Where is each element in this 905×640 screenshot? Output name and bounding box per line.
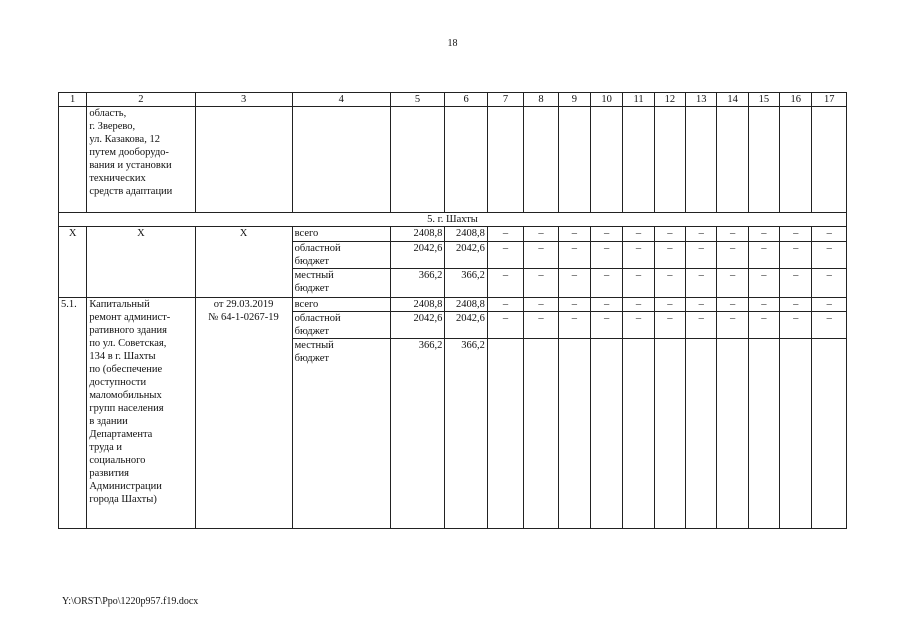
dash-cell: – (686, 269, 717, 298)
dash-cell: – (524, 227, 558, 242)
dash-cell: – (623, 298, 654, 312)
header-cell: 15 (748, 93, 779, 107)
item-document: от 29.03.2019 № 64-1-0267-19 (195, 298, 292, 529)
dash-cell: – (780, 242, 812, 269)
dash-cell: – (558, 227, 590, 242)
empty-cell (686, 339, 717, 529)
dash-cell: – (717, 242, 748, 269)
dash-cell: – (748, 242, 779, 269)
item-number: 5.1. (59, 298, 87, 529)
empty-cell (812, 339, 847, 529)
dash-cell: – (686, 227, 717, 242)
amount-cell: 366,2 (390, 339, 445, 529)
dash-cell: – (780, 312, 812, 339)
dash-cell: – (487, 242, 523, 269)
dash-cell: – (686, 312, 717, 339)
header-cell: 1 (59, 93, 87, 107)
dash-cell: – (591, 242, 623, 269)
table-cell (195, 107, 292, 213)
dash-cell: – (717, 298, 748, 312)
empty-cell (487, 339, 523, 529)
empty-cell (623, 339, 654, 529)
dash-cell: – (812, 269, 847, 298)
budget-table (58, 92, 847, 529)
dash-cell: – (524, 242, 558, 269)
header-cell: 11 (623, 93, 654, 107)
dash-cell: – (623, 312, 654, 339)
empty-cell (780, 339, 812, 529)
header-row (59, 93, 847, 107)
dash-cell: – (524, 298, 558, 312)
section-title: 5. г. Шахты (59, 213, 847, 227)
dash-cell: – (591, 298, 623, 312)
header-cell: 3 (195, 93, 292, 107)
table-cell (487, 107, 523, 213)
dash-cell: – (780, 227, 812, 242)
header-cell: 16 (780, 93, 812, 107)
dash-cell: – (654, 227, 685, 242)
dash-cell: – (591, 269, 623, 298)
header-cell: 9 (558, 93, 590, 107)
dash-cell: – (717, 312, 748, 339)
dash-cell: – (487, 227, 523, 242)
empty-cell (558, 339, 590, 529)
table-cell (623, 107, 654, 213)
dash-cell: – (748, 298, 779, 312)
dash-cell: – (623, 227, 654, 242)
table-cell (748, 107, 779, 213)
amount-cell: 2042,6 (390, 312, 445, 339)
empty-cell (748, 339, 779, 529)
table-cell (524, 107, 558, 213)
funding-source-cell: местный бюджет (292, 269, 390, 298)
section-total-row (59, 227, 847, 242)
amount-cell: 366,2 (445, 339, 487, 529)
dash-cell: – (591, 312, 623, 339)
table-cell (717, 107, 748, 213)
dash-cell: – (717, 227, 748, 242)
header-cell: 17 (812, 93, 847, 107)
amount-cell: 366,2 (445, 269, 487, 298)
x-mark-cell: X (195, 227, 292, 298)
item-row (59, 298, 847, 312)
header-cell: 4 (292, 93, 390, 107)
dash-cell: – (487, 312, 523, 339)
dash-cell: – (654, 242, 685, 269)
dash-cell: – (487, 269, 523, 298)
dash-cell: – (558, 269, 590, 298)
dash-cell: – (623, 242, 654, 269)
dash-cell: – (524, 312, 558, 339)
amount-cell: 2042,6 (390, 242, 445, 269)
x-mark-cell: X (87, 227, 195, 298)
table-cell (686, 107, 717, 213)
dash-cell: – (686, 242, 717, 269)
amount-cell: 2408,8 (390, 298, 445, 312)
dash-cell: – (717, 269, 748, 298)
dash-cell: – (780, 269, 812, 298)
empty-cell (591, 339, 623, 529)
dash-cell: – (654, 312, 685, 339)
header-cell: 6 (445, 93, 487, 107)
amount-cell: 2408,8 (390, 227, 445, 242)
funding-source-cell: всего (292, 227, 390, 242)
dash-cell: – (654, 298, 685, 312)
header-cell: 10 (591, 93, 623, 107)
file-path-footer: Y:\ORST\Ppo\1220p957.f19.docx (62, 596, 199, 607)
table-cell (780, 107, 812, 213)
header-cell: 8 (524, 93, 558, 107)
dash-cell: – (812, 312, 847, 339)
header-cell: 12 (654, 93, 685, 107)
header-cell: 14 (717, 93, 748, 107)
dash-cell: – (524, 269, 558, 298)
funding-source-cell: областной бюджет (292, 312, 390, 339)
table-cell (558, 107, 590, 213)
header-cell: 7 (487, 93, 523, 107)
continuation-row (59, 107, 847, 213)
amount-cell: 2408,8 (445, 227, 487, 242)
dash-cell: – (748, 269, 779, 298)
amount-cell: 2408,8 (445, 298, 487, 312)
amount-cell: 2042,6 (445, 242, 487, 269)
dash-cell: – (558, 312, 590, 339)
dash-cell: – (686, 298, 717, 312)
dash-cell: – (812, 227, 847, 242)
funding-source-cell: всего (292, 298, 390, 312)
page-number: 18 (447, 38, 458, 49)
header-cell: 5 (390, 93, 445, 107)
table-cell (59, 107, 87, 213)
object-description-cell: область, г. Зверево, ул. Казакова, 12 путем дооборудо- вания и установки технических средств адаптации (87, 107, 195, 213)
header-cell: 13 (686, 93, 717, 107)
dash-cell: – (487, 298, 523, 312)
dash-cell: – (558, 242, 590, 269)
empty-cell (654, 339, 685, 529)
amount-cell: 366,2 (390, 269, 445, 298)
dash-cell: – (748, 312, 779, 339)
section-header-row (59, 213, 847, 227)
funding-source-cell: местный бюджет (292, 339, 390, 529)
dash-cell: – (748, 227, 779, 242)
table-cell (591, 107, 623, 213)
dash-cell: – (812, 242, 847, 269)
dash-cell: – (654, 269, 685, 298)
item-name: Капитальный ремонт админист- ративного здания по ул. Советская, 134 в г. Шахты по (обеспечение доступности маломобильных групп населения в здании Департамента труда и социального развития Администрации города Шахты) (87, 298, 195, 529)
funding-source-cell: областной бюджет (292, 242, 390, 269)
amount-cell: 2042,6 (445, 312, 487, 339)
table-cell (445, 107, 487, 213)
header-cell: 2 (87, 93, 195, 107)
dash-cell: – (780, 298, 812, 312)
x-mark-cell: X (59, 227, 87, 298)
empty-cell (717, 339, 748, 529)
dash-cell: – (812, 298, 847, 312)
table-cell (654, 107, 685, 213)
table-cell (812, 107, 847, 213)
dash-cell: – (623, 269, 654, 298)
table-cell (292, 107, 390, 213)
empty-cell (524, 339, 558, 529)
dash-cell: – (591, 227, 623, 242)
dash-cell: – (558, 298, 590, 312)
table-cell (390, 107, 445, 213)
